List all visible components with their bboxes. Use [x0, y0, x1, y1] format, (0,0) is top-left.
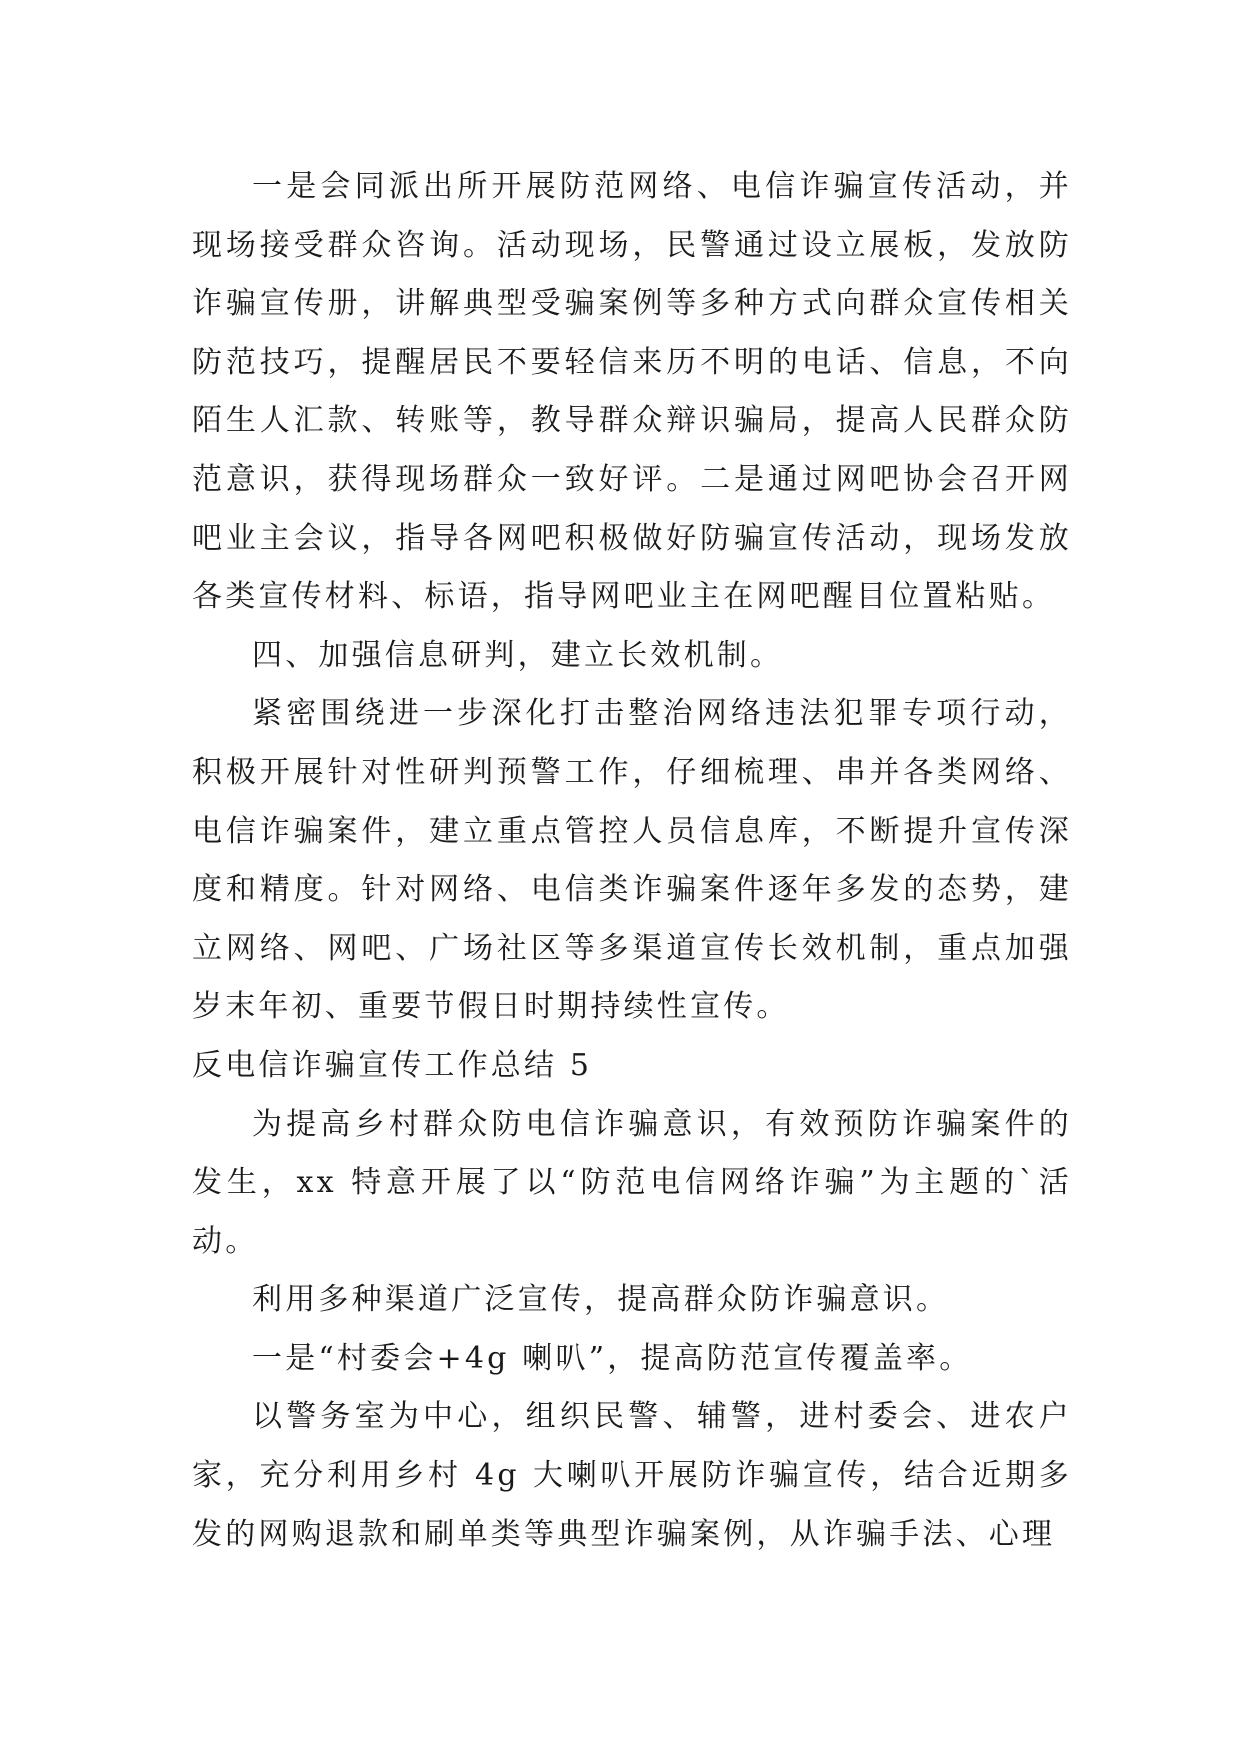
document-body [192, 158, 1072, 1564]
paragraph-channels: 利用多种渠道广泛宣传，提高群众防诈骗意识。 [252, 1282, 950, 1318]
summary-title-5: 反电信诈骗宣传工作总结 5 [192, 1047, 593, 1083]
paragraph-mechanism: 紧密围绕进一步深化打击整治网络违法犯罪专项行动，积极开展针对性研判预警工作，仔细梳理、串并各类网络、电信诈骗案件，建立重点管控人员信息库，不断提升宣传深度和精度。针对网络、电信类诈骗案件逐年多发的态势，建立网络、网吧、广场社区等多渠道宣传长效机制，重点加强岁末年初、重要节假日时期持续性宣传。 [192, 696, 1072, 1025]
paragraph-police-room: 以警务室为中心，组织民警、辅警，进村委会、进农户家，充分利用乡村 4g 大喇叭开展防诈骗宣传，结合近期多发的网购退款和刷单类等典型诈骗案例，从诈骗手法、心理 [192, 1399, 1072, 1552]
paragraph-activities: 一是会同派出所开展防范网络、电信诈骗宣传活动，并现场接受群众咨询。活动现场，民警通过设立展板，发放防诈骗宣传册，讲解典型受骗案例等多种方式向群众宣传相关防范技巧，提醒居民不要轻信来历不明的电话、信息，不向陌生人汇款、转账等，教导群众辩识骗局，提高人民群众防范意识，获得现场群众一致好评。二是通过网吧协会召开网吧业主会议，指导各网吧积极做好防骗宣传活动，现场发放各类宣传材料、标语，指导网吧业主在网吧醒目位置粘贴。 [192, 169, 1072, 615]
paragraph-intro: 为提高乡村群众防电信诈骗意识，有效预防诈骗案件的发生，xx 特意开展了以“防范电信网络诈骗”为主题的`活动。 [192, 1106, 1072, 1259]
section-heading-four: 四、加强信息研判，建立长效机制。 [252, 637, 784, 673]
paragraph-point-one: 一是“村委会+4g 喇叭”，提高防范宣传覆盖率。 [252, 1340, 973, 1376]
